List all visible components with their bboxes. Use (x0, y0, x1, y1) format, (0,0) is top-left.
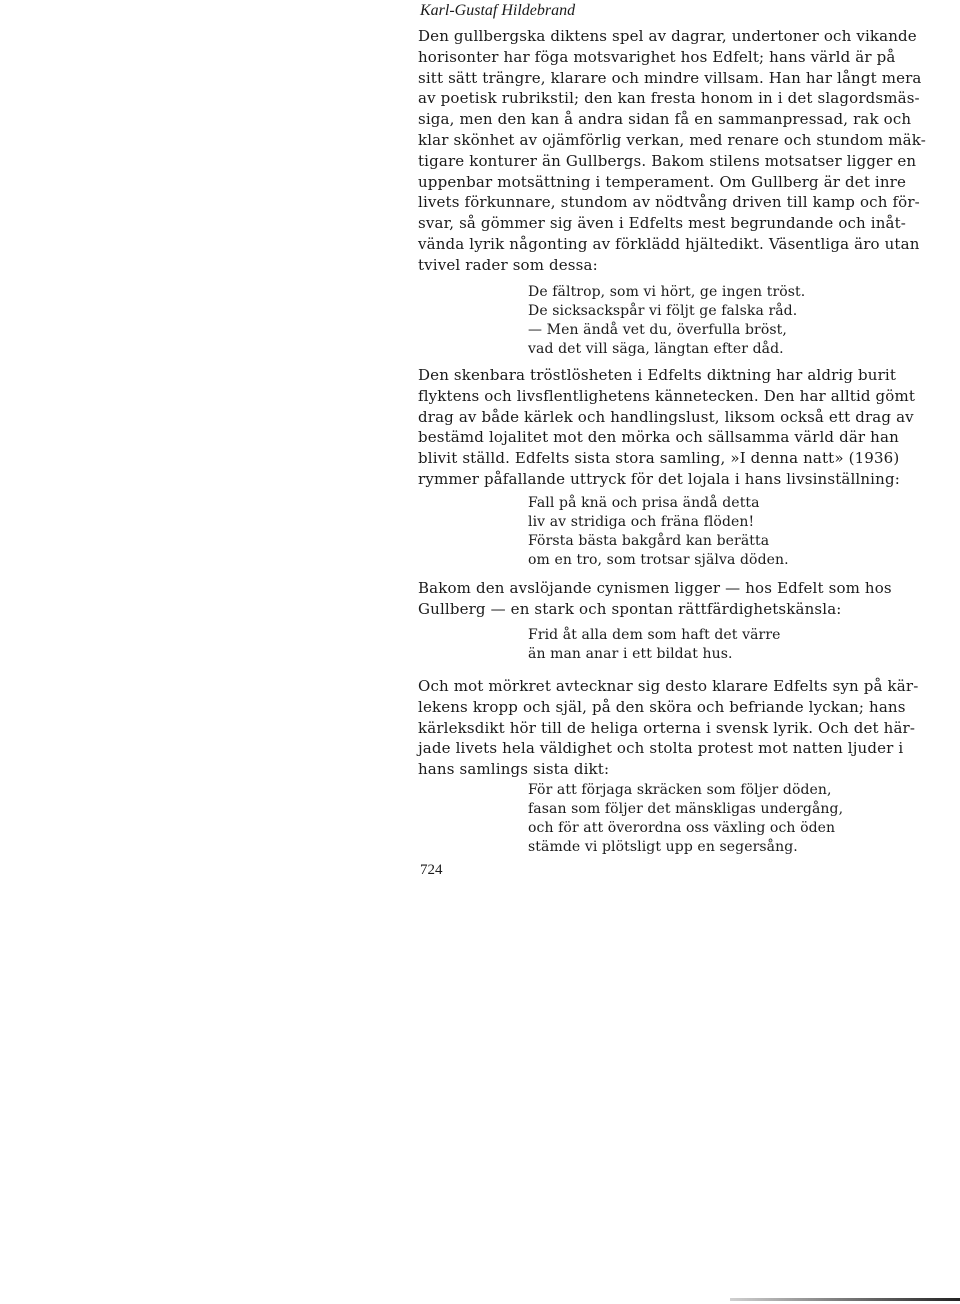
poem-line: stämde vi plötsligt upp en segersång. (528, 839, 798, 855)
poem-line: vad det vill säga, längtan efter dåd. (528, 341, 784, 357)
poem-quote (528, 283, 928, 359)
poem-line: Första bästa bakgård kan berätta (528, 533, 770, 549)
text-line: av poetisk rubrikstil; den kan fresta honom in i det slagordsmäs- (418, 89, 920, 108)
text-line: uppenbar motsättning i temperament. Om Gullberg är det inre (418, 172, 907, 191)
poem-line: fasan som följer det mänskligas undergång, (528, 801, 844, 817)
poem-line: De sicksackspår vi följt ge falska råd. (528, 303, 798, 319)
poem-line: om en tro, som trotsar själva döden. (528, 552, 789, 568)
poem-line: — Men ändå vet du, överfulla bröst, (528, 322, 787, 338)
poem-line: och för att överordna oss växling och öden (528, 820, 836, 836)
paragraph (418, 26, 938, 276)
poem-line: De fältrop, som vi hört, ge ingen tröst. (528, 284, 806, 300)
text-line: Bakom den avslöjande cynismen ligger — hos Edfelt som hos (418, 579, 892, 597)
text-line: flyktens och livsflentlighetens kännetecken. Den har alltid gömt (418, 386, 916, 405)
text-line: kärleksdikt hör till de heliga orterna i svensk lyrik. Och det här- (418, 718, 916, 737)
text-line: sitt sätt trängre, klarare och mindre villsam. Han har långt mera (418, 68, 922, 87)
text-line: svar, så gömmer sig även i Edfelts mest begrundande och inåt- (418, 214, 907, 233)
text-line: drag av både kärlek och handlingslust, liksom också ett drag av (418, 407, 914, 426)
paragraph (418, 578, 938, 620)
text-line: Den gullbergska diktens spel av dagrar, undertoner och vikande (418, 27, 917, 45)
text-line: hans samlings sista dikt: (418, 760, 610, 779)
running-header-author: Karl-Gustaf Hildebrand (420, 2, 576, 19)
page-number: 724 (420, 862, 443, 878)
text-line: lekens kropp och själ, på den sköra och befriande lyckan; hans (418, 697, 906, 716)
poem-line: Frid åt alla dem som haft det värre (528, 627, 781, 643)
text-line: livets förkunnare, stundom av nödtvång driven till kamp och för- (418, 193, 920, 212)
text-line: tvivel rader som dessa: (418, 255, 598, 274)
poem-quote (528, 781, 928, 857)
poem-line: För att förjaga skräcken som följer döden, (528, 782, 832, 798)
text-line: Och mot mörkret avtecknar sig desto klarare Edfelts syn på kär- (418, 677, 919, 695)
text-line: jade livets hela väldighet och stolta protest mot natten ljuder i (418, 739, 904, 758)
text-line: klar skönhet av ojämförlig verkan, med renare och stundom mäk- (418, 130, 926, 149)
text-line: Gullberg — en stark och spontan rättfärdighetskänsla: (418, 599, 842, 618)
text-line: bestämd lojalitet mot den mörka och sällsamma värld där han (418, 428, 899, 447)
poem-line: Fall på knä och prisa ändå detta (528, 495, 760, 511)
poem-line: liv av stridiga och fräna flöden! (528, 514, 755, 530)
text-line: vända lyrik någonting av förklädd hjältedikt. Väsentliga äro utan (418, 234, 920, 253)
scan-artifact-line (730, 1298, 960, 1301)
text-line: horisonter har föga motsvarighet hos Edfelt; hans värld är på (418, 47, 896, 66)
text-line: Den skenbara tröstlösheten i Edfelts diktning har aldrig burit (418, 366, 897, 384)
poem-quote (528, 494, 928, 570)
poem-quote (528, 626, 928, 664)
paragraph (418, 676, 938, 780)
poem-line: än man anar i ett bildat hus. (528, 646, 733, 662)
text-line: siga, men den kan å andra sidan få en sammanpressad, rak och (418, 110, 912, 129)
text-line: tigare konturer än Gullbergs. Bakom stilens motsatser ligger en (418, 151, 917, 170)
text-line: rymmer påfallande uttryck för det lojala i hans livsinställning: (418, 469, 900, 488)
paragraph (418, 365, 938, 490)
text-line: blivit ställd. Edfelts sista stora samling, »I denna natt» (1936) (418, 449, 900, 468)
